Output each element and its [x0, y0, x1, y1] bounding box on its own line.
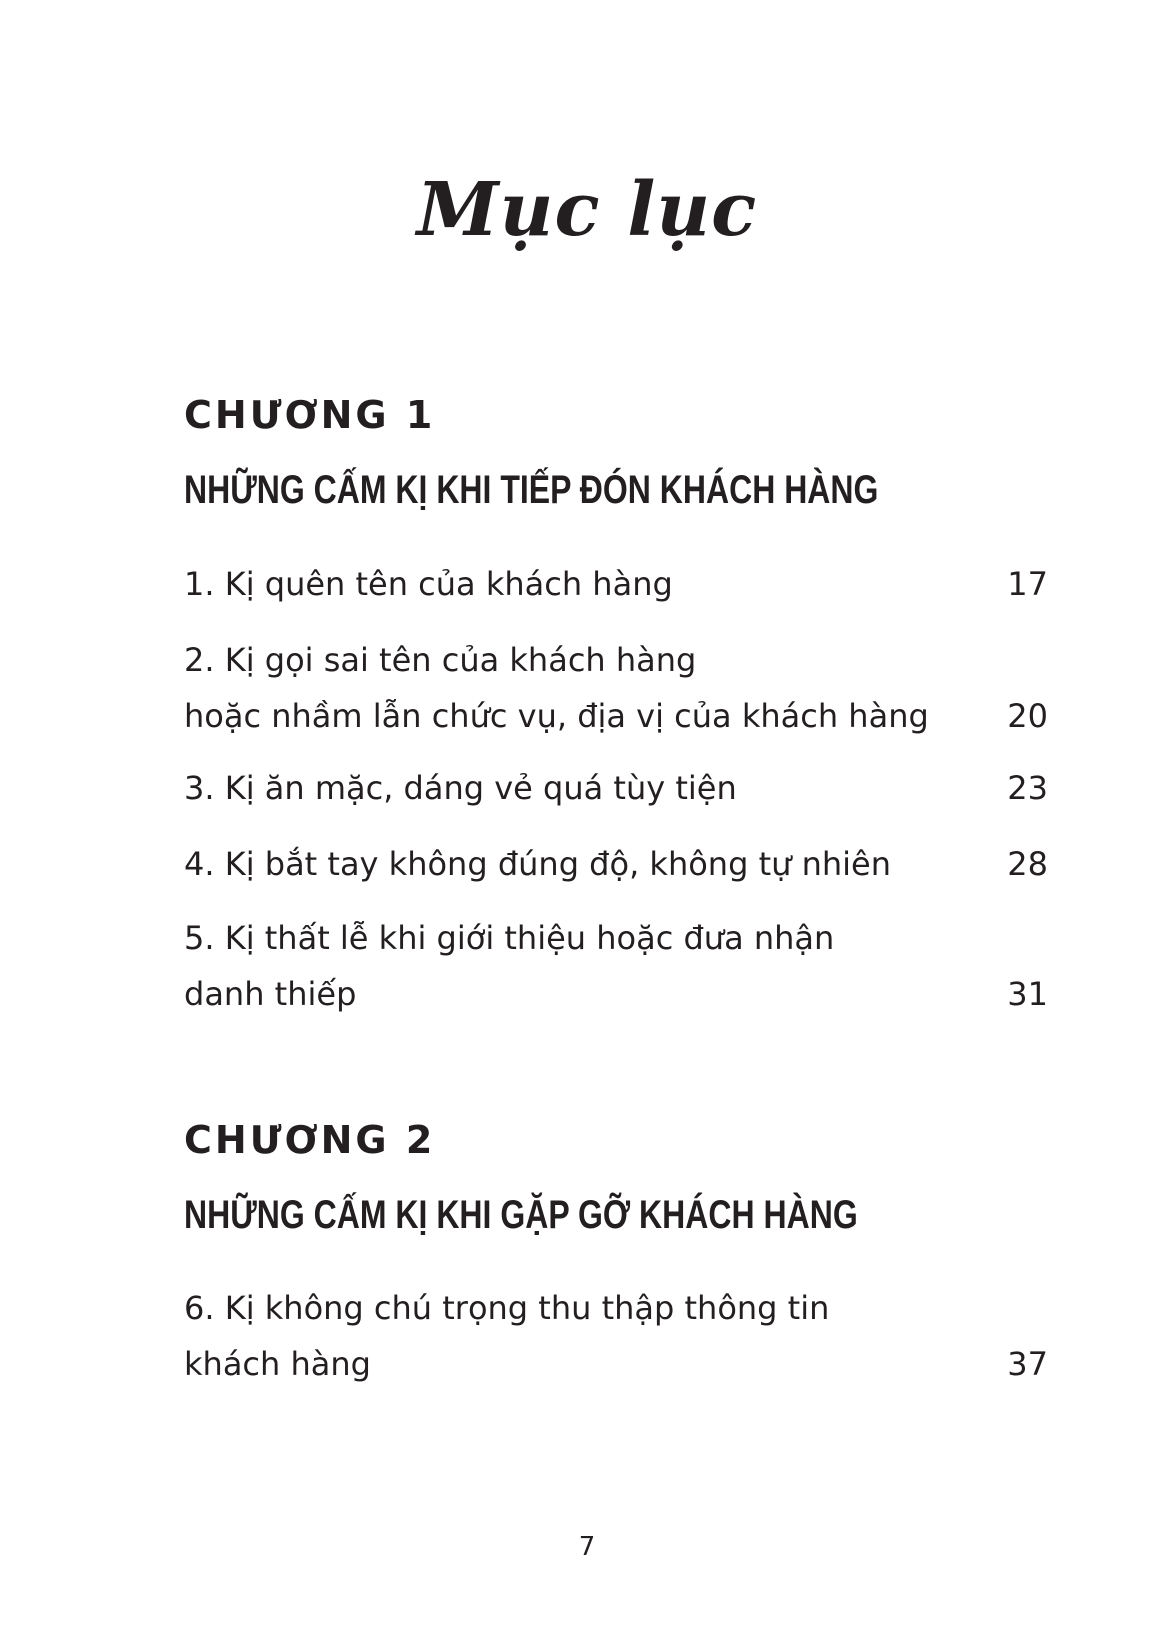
toc-entry-page: 28: [1007, 845, 1048, 883]
toc-entry[interactable]: [184, 556, 1048, 612]
toc-entry[interactable]: [184, 632, 1048, 744]
toc-entry[interactable]: [184, 836, 1048, 892]
page-title: Mục lục: [416, 167, 758, 253]
toc-entry-text: 1. Kị quên tên của khách hàng: [184, 565, 673, 603]
toc-entry[interactable]: [184, 1280, 1048, 1392]
chapter-1-label: CHƯƠNG 1: [184, 393, 436, 437]
toc-entry[interactable]: [184, 910, 1048, 1022]
chapter-1-title: NHỮNG CẤM KỊ KHI TIẾP ĐÓN KHÁCH HÀNG: [184, 468, 879, 512]
toc-entry-page: 37: [1007, 1345, 1048, 1383]
chapter-2-title: NHỮNG CẤM KỊ KHI GẶP GỠ KHÁCH HÀNG: [184, 1193, 858, 1237]
toc-entry-page: 31: [1007, 975, 1048, 1013]
toc-entry-text: 3. Kị ăn mặc, dáng vẻ quá tùy tiện: [184, 769, 737, 807]
toc-entry-text: 6. Kị không chú trọng thu thập thông tin khách hàng: [184, 1289, 830, 1383]
toc-entry-text: 5. Kị thất lễ khi giới thiệu hoặc đưa nhận danh thiếp: [184, 919, 835, 1013]
toc-entry-page: 20: [1007, 697, 1048, 735]
toc-entry-text: 4. Kị bắt tay không đúng độ, không tự nhiên: [184, 845, 891, 883]
toc-entry-page: 17: [1007, 565, 1048, 603]
chapter-2-label: CHƯƠNG 2: [184, 1118, 436, 1162]
toc-entry[interactable]: [184, 760, 1048, 816]
page-number: 7: [578, 1532, 596, 1562]
toc-entry-page: 23: [1007, 769, 1048, 807]
toc-entry-text: 2. Kị gọi sai tên của khách hàng hoặc nhầm lẫn chức vụ, địa vị của khách hàng: [184, 641, 929, 735]
